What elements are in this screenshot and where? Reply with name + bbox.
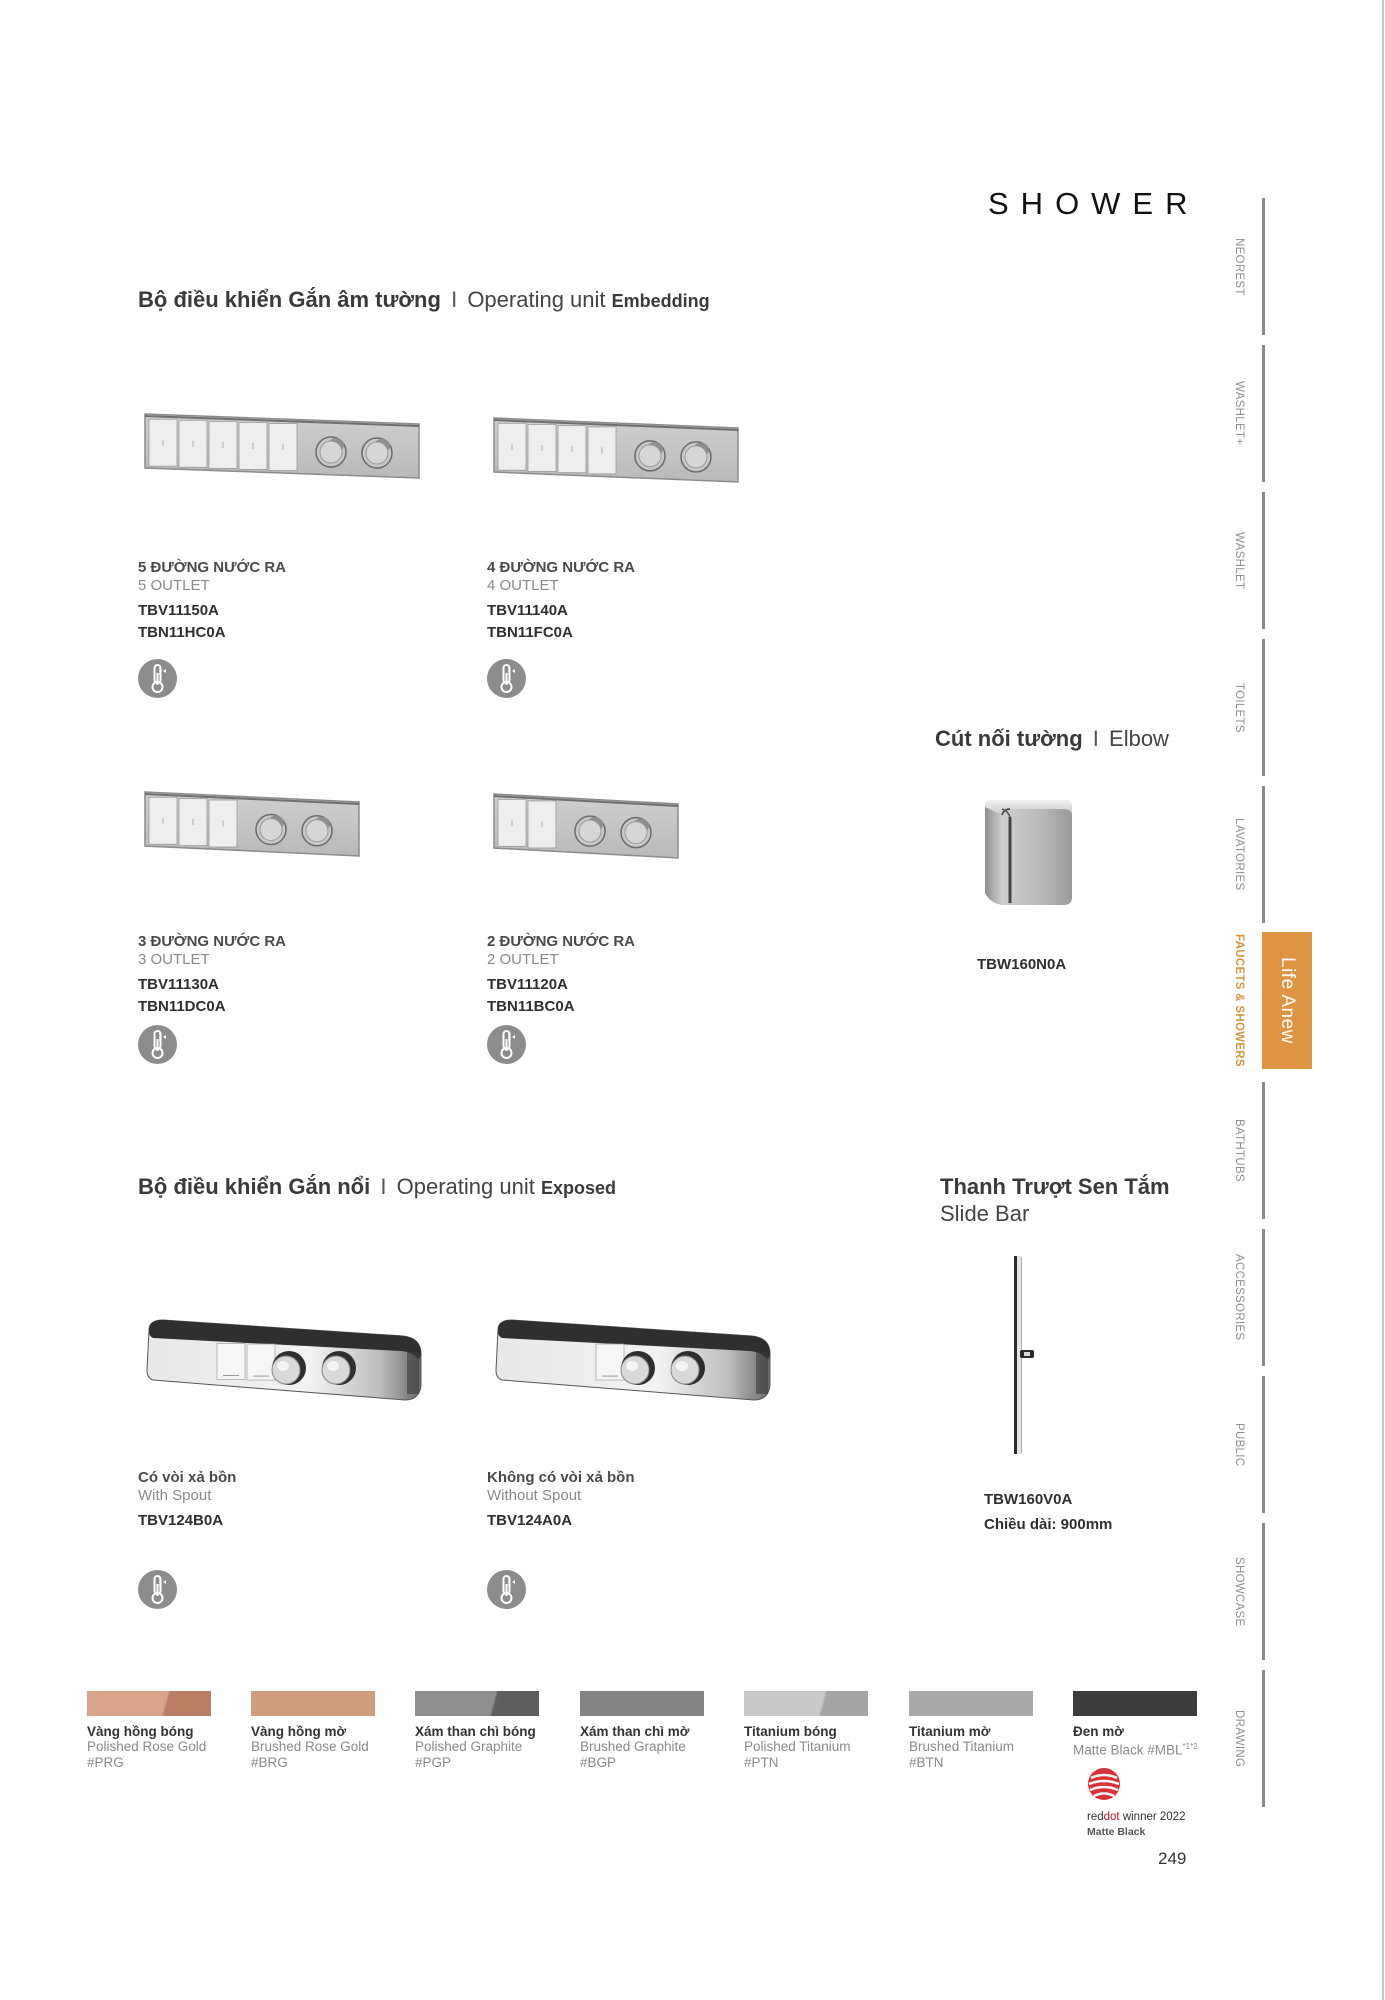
thermometer-glyph — [487, 1025, 526, 1064]
finish-code: #PTN — [744, 1755, 779, 1770]
product-name-vn: 2 ĐƯỜNG NƯỚC RA — [487, 933, 635, 950]
heading-en-strong: Exposed — [540, 1178, 616, 1198]
finish-name-en: Polished Rose Gold — [87, 1739, 207, 1754]
heading-en: Operating unit — [396, 1174, 535, 1199]
product-card-with-spout — [138, 1469, 236, 1530]
sidebar-divider-line — [1262, 1229, 1265, 1366]
award-brand-red: red — [1087, 1811, 1104, 1823]
finish-code: #BTN — [909, 1755, 944, 1770]
finish-name-en: Matte Black $\#MBL^{*1*2}$ — [1073, 1742, 1198, 1758]
product-code: TBV11140A — [487, 602, 568, 619]
product-code: TBW160N0A — [977, 956, 1067, 973]
product-name-en: 2 OUTLET — [487, 951, 559, 968]
product-image-2-outlet — [492, 792, 680, 860]
heading-vn: Thanh Trượt Sen Tắm — [940, 1174, 1170, 1199]
finish-color-chip — [251, 1691, 375, 1716]
finish-name-vn: Titanium mờ — [909, 1724, 991, 1739]
finish-name-vn: Xám than chì mờ — [580, 1724, 690, 1739]
finish-code: #BGP — [580, 1755, 617, 1770]
sidebar-item-neorest[interactable]: NEOREST — [1233, 237, 1245, 296]
finish-name-en: Polished Graphite — [415, 1739, 523, 1754]
product-code-secondary: TBN11HC0A — [138, 624, 226, 641]
product-code: TBW160V0A — [984, 1491, 1073, 1508]
elbow-card — [977, 956, 1066, 974]
heading-vn: Bộ điều khiển Gắn nổi — [138, 1174, 371, 1199]
product-code: TBV124B0A — [138, 1512, 224, 1529]
finish-code: #PGP — [415, 1755, 452, 1770]
product-image-4-outlet — [492, 416, 740, 484]
heading-separator: I — [451, 287, 458, 312]
product-code-secondary: TBN11FC0A — [487, 624, 573, 641]
product-card-5-outlet — [138, 559, 286, 642]
award-winner: winner 2022 — [1119, 1811, 1186, 1823]
thermostat-icon — [138, 1025, 177, 1064]
award-brand-dot: dot — [1103, 1811, 1120, 1823]
finish-swatch — [744, 1691, 868, 1771]
product-code-secondary: TBN11DC0A — [138, 998, 226, 1015]
finish-swatch — [909, 1691, 1033, 1771]
sidebar-divider-line — [1262, 1523, 1265, 1660]
product-name-vn: 5 ĐƯỜNG NƯỚC RA — [138, 559, 286, 576]
product-code-secondary: TBN11BC0A — [487, 998, 575, 1015]
finish-footnote: *1*2 — [1182, 1742, 1198, 1751]
product-image-with-spout — [143, 1308, 425, 1408]
finish-name-en: Brushed Rose Gold — [251, 1739, 369, 1754]
finish-color-chip — [580, 1691, 704, 1716]
thermometer-glyph — [487, 659, 526, 698]
sidebar-divider-line — [1262, 198, 1265, 335]
thermometer-glyph — [138, 1570, 177, 1609]
thermostat-icon — [138, 659, 177, 698]
heading-en: Operating unit — [467, 287, 606, 312]
outlet-button — [217, 1343, 245, 1379]
outlet-button — [596, 1344, 624, 1380]
award-subtitle: Matte Black — [1087, 1826, 1146, 1838]
section-heading-slide-bar — [940, 1173, 1170, 1227]
product-card-3-outlet — [138, 933, 286, 1016]
product-name-en: 3 OUTLET — [138, 951, 210, 968]
product-image-5-outlet — [143, 412, 421, 480]
thermometer-glyph — [138, 659, 177, 698]
finish-swatch — [415, 1691, 539, 1771]
product-code: TBV11130A — [138, 976, 219, 993]
slide-bar-card — [984, 1491, 1112, 1534]
sidebar-item-showcase[interactable]: SHOWCASE — [1233, 1556, 1245, 1627]
heading-separator: I — [380, 1174, 387, 1199]
product-name-vn: 4 ĐƯỜNG NƯỚC RA — [487, 559, 635, 576]
sidebar-item-faucets-showers[interactable]: FAUCETS & SHOWERS — [1233, 934, 1245, 1067]
finish-name-vn: Vàng hồng bóng — [87, 1724, 194, 1739]
sidebar-item-bathtubs[interactable]: BATHTUBS — [1233, 1119, 1245, 1182]
product-name-vn: 3 ĐƯỜNG NƯỚC RA — [138, 933, 286, 950]
sidebar-divider-line — [1262, 1670, 1265, 1807]
sidebar-divider-line — [1262, 786, 1265, 923]
heading-vn: Cút nối tường — [935, 726, 1083, 751]
finish-color-chip — [909, 1691, 1033, 1716]
product-name-en: 4 OUTLET — [487, 577, 559, 594]
heading-en-strong: Embedding — [611, 291, 710, 311]
sidebar-divider-line — [1262, 1082, 1265, 1219]
product-name-en: With Spout — [138, 1487, 212, 1504]
product-name-en: 5 OUTLET — [138, 577, 210, 594]
product-code: TBV11150A — [138, 602, 219, 619]
thermostat-icon — [487, 1025, 526, 1064]
sidebar-item-washlet[interactable]: WASHLET+ — [1233, 381, 1245, 446]
product-length: Chiều dài: 900mm — [984, 1516, 1113, 1533]
finish-name-en: Polished Titanium — [744, 1739, 851, 1754]
finish-name-vn: Xám than chì bóng — [415, 1724, 536, 1739]
award-text — [1087, 1811, 1185, 1823]
product-card-2-outlet — [487, 933, 635, 1016]
page-edge-line — [1382, 0, 1384, 2000]
finish-color-chip — [87, 1691, 211, 1716]
finish-code: #PRG — [87, 1755, 124, 1770]
product-name-vn: Có vòi xả bồn — [138, 1469, 237, 1486]
finish-name-vn: Vàng hồng mờ — [251, 1724, 347, 1739]
heading-en: Slide Bar — [940, 1201, 1030, 1226]
reddot-logo-icon — [1087, 1767, 1121, 1801]
page-number: 249 — [1158, 1849, 1187, 1868]
heading-separator: I — [1092, 726, 1099, 751]
product-code: TBV124A0A — [487, 1512, 573, 1529]
finish-color-chip — [1073, 1691, 1197, 1716]
section-heading-elbow — [935, 726, 1169, 752]
life-anew-tab[interactable]: Life Anew — [1262, 932, 1312, 1069]
product-name-vn: Không có vòi xả bồn — [487, 1469, 635, 1486]
sidebar-divider-line — [1262, 1376, 1265, 1513]
section-heading-embedding — [138, 287, 710, 313]
outlet-button — [247, 1344, 275, 1380]
heading-en: Elbow — [1109, 726, 1169, 751]
section-heading-exposed — [138, 1174, 616, 1200]
finish-name-vn: Titanium bóng — [744, 1724, 837, 1739]
finish-name-vn: Đen mờ — [1073, 1724, 1124, 1739]
sidebar-item-toilets[interactable]: TOILETS — [1233, 682, 1245, 733]
thermometer-glyph — [487, 1570, 526, 1609]
finish-swatch — [1073, 1691, 1197, 1759]
finish-swatch — [87, 1691, 211, 1771]
sidebar-divider-line — [1262, 492, 1265, 629]
product-code: TBV11120A — [487, 976, 568, 993]
thermostat-icon — [138, 1570, 177, 1609]
heading-vn: Bộ điều khiển Gắn âm tường — [138, 287, 441, 312]
finish-code: #BRG — [251, 1755, 288, 1770]
sidebar-divider-line — [1262, 345, 1265, 482]
finish-color-chip — [744, 1691, 868, 1716]
sidebar-item-lavatories[interactable]: LAVATORIES — [1233, 818, 1245, 891]
finish-swatch — [580, 1691, 704, 1771]
product-image-3-outlet — [143, 790, 361, 858]
sidebar-item-accessories[interactable]: ACCESSORIES — [1233, 1254, 1245, 1341]
slide-bar-image — [1008, 1254, 1038, 1456]
thermostat-icon — [487, 659, 526, 698]
sidebar-item-drawing[interactable]: DRAWING — [1233, 1709, 1245, 1768]
page-title: SHOWER — [988, 186, 1200, 221]
product-image-without-spout — [492, 1308, 774, 1408]
product-card-without-spout — [487, 1469, 635, 1530]
finish-swatch — [251, 1691, 375, 1771]
finish-name-en: Brushed Graphite — [580, 1739, 686, 1754]
product-name-en: Without Spout — [487, 1487, 582, 1504]
sidebar-item-washlet[interactable]: WASHLET — [1233, 531, 1245, 590]
thermometer-glyph — [138, 1025, 177, 1064]
finish-name-en: Brushed Titanium — [909, 1739, 1015, 1754]
sidebar-item-public[interactable]: PUBLIC — [1233, 1422, 1245, 1467]
finish-color-chip — [415, 1691, 539, 1716]
thermostat-icon — [487, 1570, 526, 1609]
elbow-image — [982, 795, 1077, 910]
sidebar-divider-line — [1262, 639, 1265, 776]
product-card-4-outlet — [487, 559, 635, 642]
